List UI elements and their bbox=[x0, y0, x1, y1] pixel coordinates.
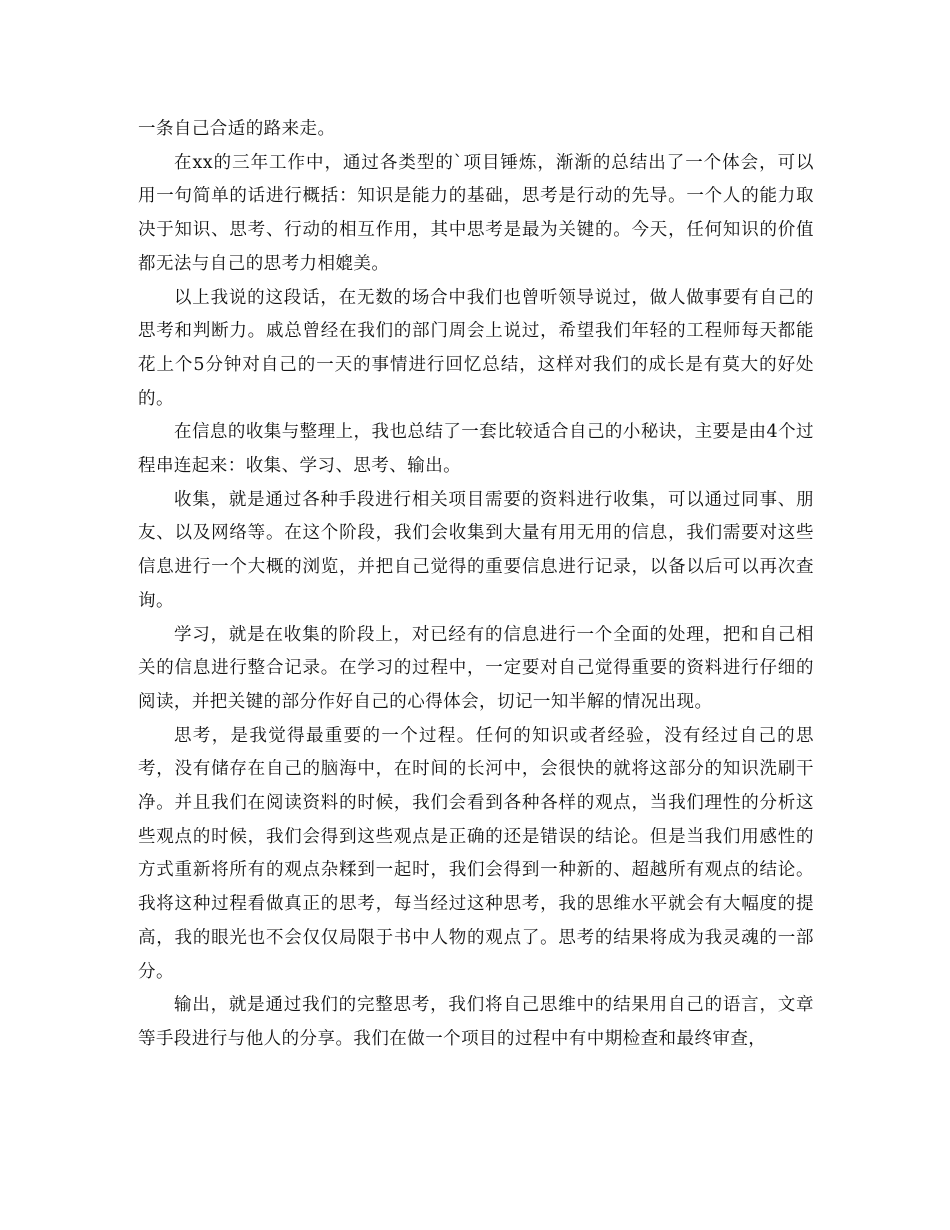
paragraph: 以上我说的这段话，在无数的场合中我们也曾听领导说过，做人做事要有自己的思考和判断力。戚总曾经在我们的部门周会上说过，希望我们年轻的工程师每天都能花上个5分钟对自己的一天的事情进行回忆总结，这样对我们的成长是有莫大的好处的。 bbox=[138, 287, 814, 409]
paragraph: 收集，就是通过各种手段进行相关项目需要的资料进行收集，可以通过同事、朋友、以及网络等。在这个阶段，我们会收集到大量有用无用的信息，我们需要对这些信息进行一个大概的浏览，并把自己觉得的重要信息进行记录，以备以后可以再次查询。 bbox=[138, 489, 814, 611]
paragraph: 在信息的收集与整理上，我也总结了一套比较适合自己的小秘诀，主要是由4个过程串连起来：收集、学习、思考、输出。 bbox=[138, 422, 814, 477]
paragraph: 一条自己合适的路来走。 bbox=[138, 119, 336, 139]
paragraph: 学习，就是在收集的阶段上，对已经有的信息进行一个全面的处理，把和自己相关的信息进行整合记录。在学习的过程中，一定要对自己觉得重要的资料进行仔细的阅读，并把关键的部分作好自己的心得体会，切记一知半解的情况出现。 bbox=[138, 624, 814, 712]
paragraph: 在xx的三年工作中，通过各类型的`项目锤炼，渐渐的总结出了一个体会，可以用一句简单的话进行概括：知识是能力的基础，思考是行动的先导。一个人的能力取决于知识、思考、行动的相互作用，其中思考是最为关键的。今天，任何知识的价值都无法与自己的思考力相媲美。 bbox=[138, 152, 814, 274]
paragraph: 输出，就是通过我们的完整思考，我们将自己思维中的结果用自己的语言，文章等手段进行与他人的分享。我们在做一个项目的过程中有中期检查和最终审查， bbox=[138, 995, 814, 1049]
paragraph: 思考，是我觉得最重要的一个过程。任何的知识或者经验，没有经过自己的思考，没有储存在自己的脑海中，在时间的长河中，会很快的就将这部分的知识洗刷干净。并且我们在阅读资料的时候，我们会看到各种各样的观点，当我们理性的分析这些观点的时候，我们会得到这些观点是正确的还是错误的结论。但是当我们用感性的方式重新将所有的观点杂糅到一起时，我们会得到一种新的、超越所有观点的结论。我将这种过程看做真正的思考，每当经过这种思考，我的思维水平就会有大幅度的提高，我的眼光也不会仅仅局限于书中人物的观点了。思考的结果将成为我灵魂的一部分。 bbox=[138, 725, 814, 982]
document-page bbox=[138, 113, 814, 1057]
